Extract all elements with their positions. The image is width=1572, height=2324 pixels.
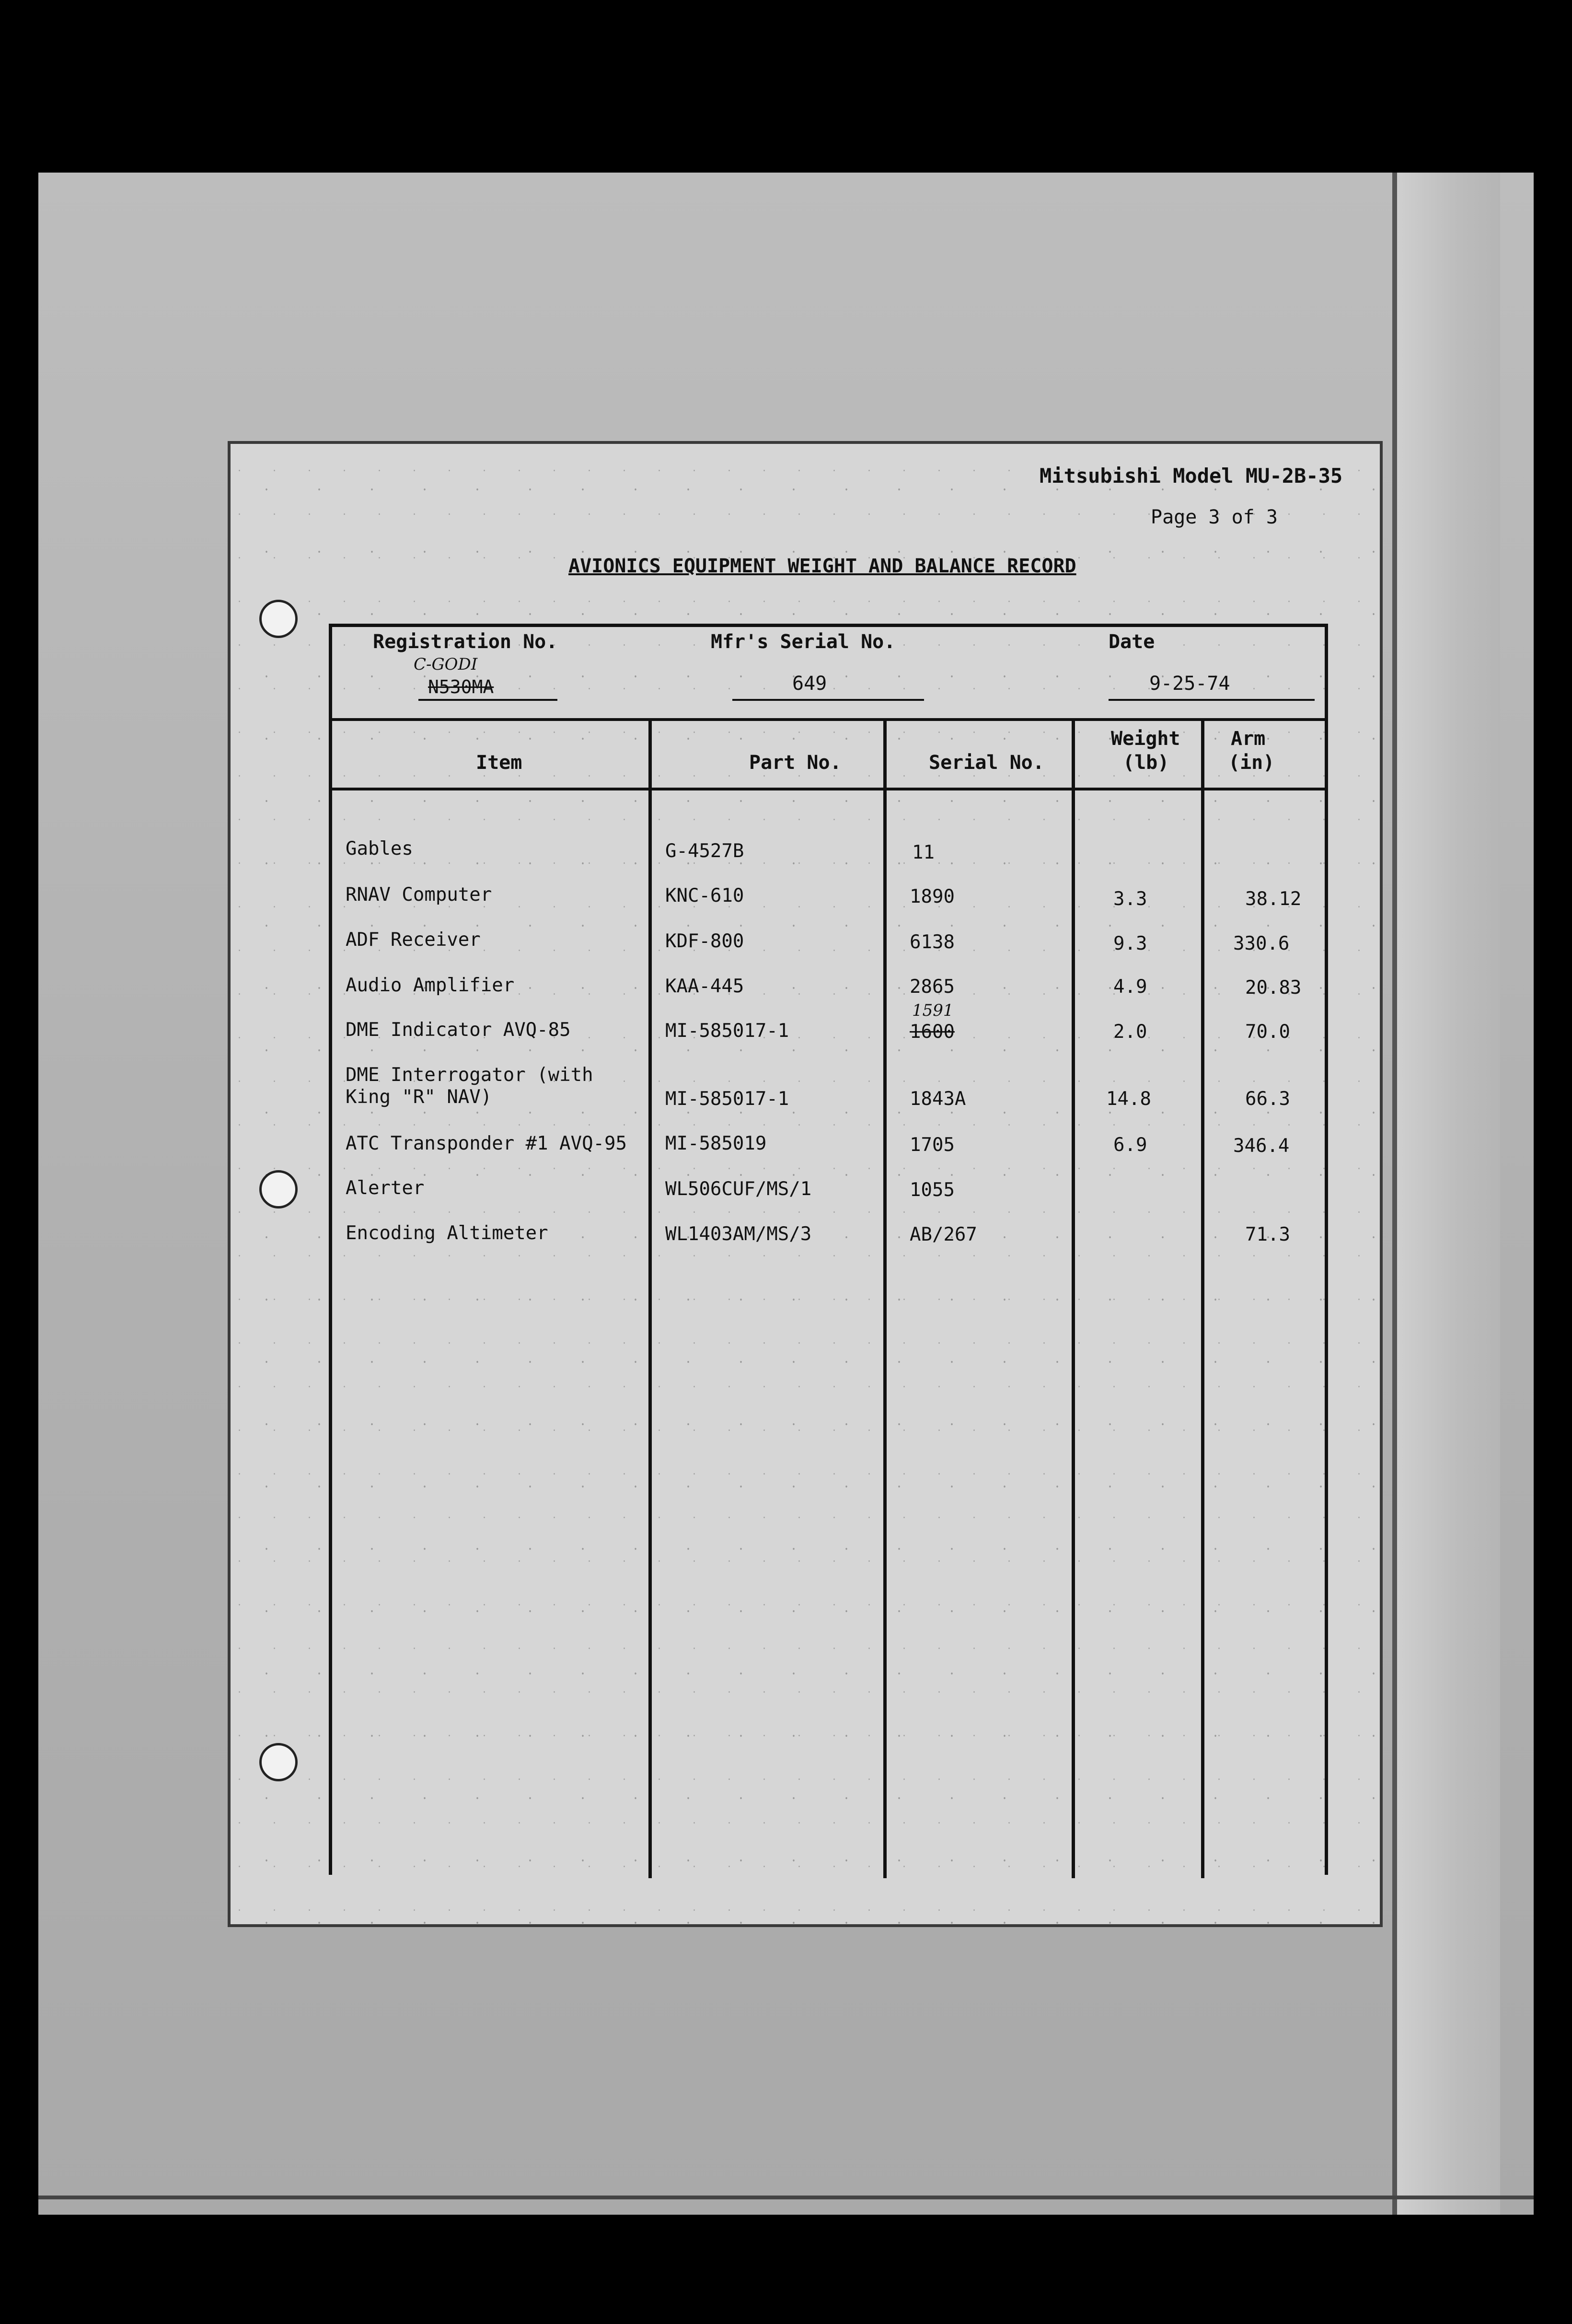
row-serial: 1600 [910, 1021, 955, 1043]
col-line-4 [1201, 718, 1204, 1878]
punch-hole-bottom [259, 1743, 298, 1781]
date-value: 9-25-74 [1149, 673, 1230, 695]
row-part: MI-585017-1 [665, 1088, 789, 1110]
row-weight: 4.9 [1113, 976, 1147, 998]
row-arm: 66.3 [1245, 1088, 1290, 1110]
col-header-serial: Serial No. [929, 752, 1044, 774]
row-part: KNC-610 [665, 885, 744, 906]
row-arm: 70.0 [1245, 1021, 1290, 1043]
row-part: WL1403AM/MS/3 [665, 1223, 812, 1245]
row-item: DME Interrogator (with [346, 1064, 593, 1086]
aircraft-model-line: Mitsubishi Model MU-2B-35 [1040, 464, 1343, 488]
serial-value: 649 [792, 673, 827, 695]
punch-hole-top [259, 600, 298, 638]
row-item: RNAV Computer [346, 884, 492, 906]
col-header-weight-1: Weight [1111, 728, 1180, 750]
col-line-1 [648, 718, 652, 1878]
col-line-2 [883, 718, 887, 1878]
record-table [329, 624, 1328, 1875]
binder-edge-strip [1392, 173, 1500, 2215]
date-underline [1109, 699, 1315, 701]
row-serial: 2865 [910, 976, 955, 998]
document-title: AVIONICS EQUIPMENT WEIGHT AND BALANCE RECORD [568, 555, 1076, 577]
row-weight: 9.3 [1113, 933, 1147, 954]
row-item: Gables [346, 838, 413, 860]
col-header-arm-1: Arm [1231, 728, 1266, 750]
col-header-part: Part No. [749, 752, 842, 774]
row-item: Encoding Altimeter [346, 1222, 548, 1244]
record-page [228, 441, 1383, 1927]
row-part: KDF-800 [665, 930, 744, 952]
row-item-line2: King "R" NAV) [346, 1086, 492, 1108]
row-weight: 6.9 [1113, 1134, 1147, 1156]
row-weight: 14.8 [1106, 1088, 1151, 1110]
registration-label: Registration No. [373, 631, 558, 653]
row-serial: 11 [912, 842, 935, 863]
row-serial: 1705 [910, 1134, 955, 1156]
col-header-weight-2: (lb) [1123, 752, 1169, 774]
row-item: ATC Transponder #1 AVQ-95 [346, 1133, 627, 1154]
row-weight: 2.0 [1113, 1021, 1147, 1043]
row-part: MI-585017-1 [665, 1020, 789, 1042]
row-arm: 330.6 [1233, 933, 1290, 954]
registration-handwritten: C-GODI [414, 655, 478, 674]
punch-hole-middle [259, 1170, 298, 1208]
row-arm: 346.4 [1233, 1135, 1290, 1157]
row-item: ADF Receiver [346, 929, 481, 951]
row-item: DME Indicator AVQ-85 [346, 1019, 571, 1041]
col-header-item: Item [476, 752, 522, 774]
serial-label: Mfr's Serial No. [711, 631, 896, 653]
row-part: KAA-445 [665, 976, 744, 997]
col-line-3 [1072, 718, 1075, 1878]
row-serial: 1055 [910, 1179, 955, 1201]
row-part: G-4527B [665, 840, 744, 862]
header-divider [332, 788, 1325, 790]
registration-struck: N530MA [428, 676, 494, 697]
row-part: WL506CUF/MS/1 [665, 1178, 812, 1200]
info-divider [332, 718, 1325, 721]
row-serial: 6138 [910, 931, 955, 953]
row-serial-handwritten: 1591 [912, 1001, 954, 1020]
row-part: MI-585019 [665, 1133, 767, 1154]
row-serial: AB/267 [910, 1224, 977, 1245]
backing-bottom-edge [38, 2196, 1534, 2199]
page-number: Page 3 of 3 [1151, 506, 1278, 528]
row-arm: 38.12 [1245, 888, 1302, 910]
row-weight: 3.3 [1113, 888, 1147, 910]
col-header-arm-2: (in) [1228, 752, 1275, 774]
row-arm: 71.3 [1245, 1224, 1290, 1245]
serial-underline [732, 699, 924, 701]
row-item: Audio Amplifier [346, 975, 515, 996]
row-serial: 1843A [910, 1088, 966, 1110]
row-arm: 20.83 [1245, 977, 1302, 999]
row-item: Alerter [346, 1177, 425, 1199]
row-serial: 1890 [910, 886, 955, 907]
date-label: Date [1109, 631, 1155, 653]
registration-underline [418, 699, 557, 701]
